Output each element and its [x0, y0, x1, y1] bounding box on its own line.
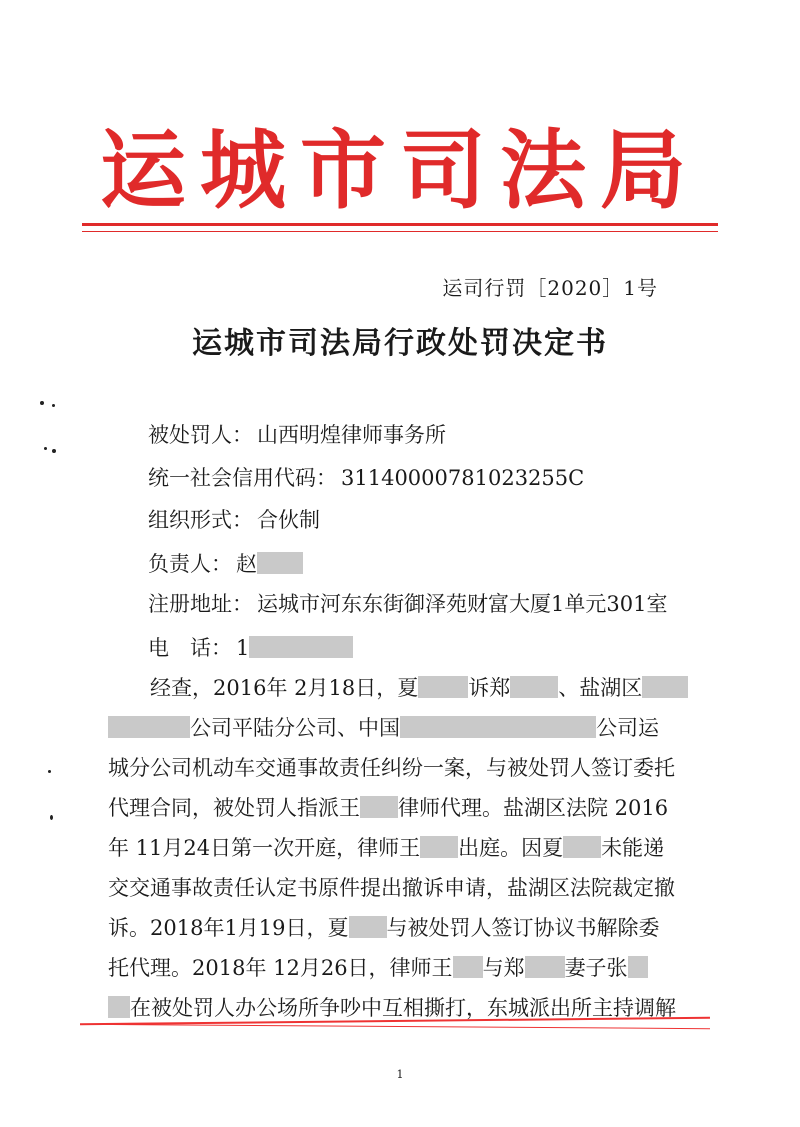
redaction-block — [563, 836, 601, 858]
redaction-block — [400, 716, 596, 738]
field-address — [148, 594, 667, 615]
field-value: 赵 — [236, 552, 257, 576]
field-label: 负责人： — [148, 552, 232, 576]
scan-speck — [50, 815, 53, 820]
field-value: 31140000781023255C — [341, 466, 585, 490]
field-label: 注册地址： — [148, 592, 253, 616]
body-line: 交交通事故责任认定书原件提出撤诉申请，盐湖区法院裁定撤 — [108, 876, 675, 900]
scan-speck — [52, 449, 56, 453]
field-responsible — [148, 552, 303, 575]
redaction-block — [525, 956, 565, 978]
field-value: 山西明煌律师事务所 — [257, 423, 446, 447]
field-value: 合伙制 — [257, 508, 320, 532]
field-org-form — [148, 510, 320, 531]
masthead-rule-thick — [82, 223, 718, 226]
field-credit-code — [148, 468, 584, 489]
body-line: 公司平陆分公司、中国 公司运 — [108, 708, 688, 748]
scan-speck — [52, 404, 55, 407]
redaction-block — [453, 956, 483, 978]
body-line: 城分公司机动车交通事故责任纠纷一案，与被处罚人签订委托 — [108, 756, 675, 780]
redaction-block — [418, 676, 468, 698]
redaction-block — [257, 552, 303, 574]
document-title: 运城市司法局行政处罚决定书 — [192, 326, 608, 361]
body-line: 经查，2016年 2月18日，夏 诉郑 、盐湖区 — [108, 668, 688, 708]
body-line: 代理合同，被处罚人指派王 律师代理。盐湖区法院 2016 — [108, 796, 669, 820]
document-number: 运司行罚［2020］1号 — [442, 276, 658, 300]
redaction-block — [420, 836, 458, 858]
body-line: 年 11月24日第一次开庭，律师王 出庭。因夏 未能递 — [108, 836, 665, 860]
scan-speck — [40, 401, 44, 405]
field-value: 1 — [236, 636, 250, 660]
redaction-block — [249, 636, 353, 658]
field-label: 被处罚人： — [148, 423, 253, 447]
scan-speck — [48, 770, 51, 773]
field-phone — [148, 636, 353, 659]
redaction-block — [510, 676, 558, 698]
body-line: 托代理。2018年 12月26日，律师王 与郑 妻子张 — [108, 948, 688, 988]
redaction-block — [349, 916, 387, 938]
page-number: 1 — [396, 1068, 404, 1081]
field-label: 统一社会信用代码： — [148, 466, 337, 490]
redaction-block — [642, 676, 688, 698]
masthead-title: 运城市司法局 — [100, 120, 700, 221]
redaction-block — [360, 796, 398, 818]
masthead-rule-thin — [82, 231, 718, 232]
field-label: 电 话： — [148, 636, 232, 660]
body-paragraph — [108, 668, 688, 1028]
redaction-block — [108, 716, 190, 738]
body-line: 诉。2018年1月19日，夏 与被处罚人签订协议书解除委 — [108, 916, 660, 940]
field-party — [148, 425, 446, 446]
field-label: 组织形式： — [148, 508, 253, 532]
body-line: 在被处罚人办公场所争吵中互相撕打，东城派出所主持调解 — [108, 988, 688, 1028]
scan-speck — [44, 447, 47, 450]
redaction-block — [108, 996, 130, 1018]
field-value: 运城市河东东街御泽苑财富大厦1单元301室 — [257, 592, 668, 616]
redaction-block — [628, 956, 648, 978]
